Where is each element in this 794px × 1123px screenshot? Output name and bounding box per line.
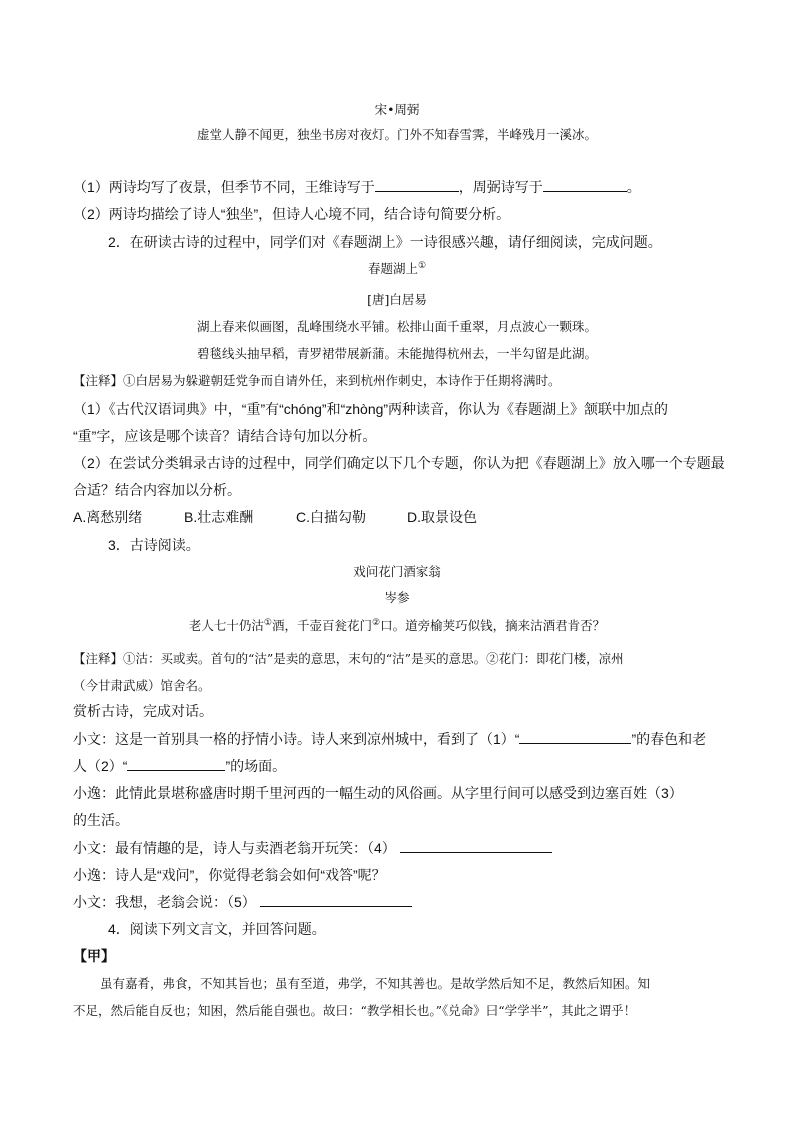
q3-dialogue-5: 小逸：诗人是“戏问”，你觉得老翁会如何“戏答”呢？ bbox=[73, 867, 386, 883]
q1-part1-text-a: （1）两诗均写了夜景，但季节不同，王维诗写于 bbox=[73, 179, 375, 195]
q3-intro: 3．古诗阅读。 bbox=[108, 537, 200, 553]
q1-part2: （2）两诗均描绘了诗人“独坐”，但诗人心境不同，结合诗句简要分析。 bbox=[73, 206, 511, 222]
q2-note: 【注释】①白居易为躲避朝廷党争而自请外任，来到杭州作刺史，本诗作于任期将满时。 bbox=[73, 373, 561, 388]
q2-option-a[interactable]: A.离愁别绪 bbox=[73, 509, 143, 525]
q3-poem-part-b: 酒，千壶百瓮花门 bbox=[271, 618, 372, 633]
q3-poem-part-c: 口。道旁榆荚巧似钱，摘来沽酒君肯否？ bbox=[380, 618, 606, 633]
q3-poem-text bbox=[0, 616, 794, 634]
q3-dialogue-4 bbox=[73, 838, 552, 858]
q3-d2-text-a: 人（2）“ bbox=[73, 758, 128, 774]
q3-dialogue-3-line2: 的生活。 bbox=[73, 812, 129, 828]
q3-poem-title: 戏问花门酒家翁 bbox=[353, 564, 441, 579]
answer-blank[interactable] bbox=[260, 894, 412, 907]
q4-passage-line2: 不足，然后能自反也；知困，然后能自强也。故曰：“教学相长也。”《兑命》曰“学学半”，其此之谓乎！ bbox=[73, 1003, 637, 1018]
q1-part1-text-c: 。 bbox=[626, 179, 641, 195]
q2-poem-author: [唐]白居易 bbox=[367, 292, 427, 307]
poem1-text: 虚堂人静不闻更，独坐书房对夜灯。门外不知春雪霁，半峰残月一溪冰。 bbox=[196, 127, 597, 142]
q3-d6-text: 小文：我想，老翁会说：（5） bbox=[73, 894, 256, 910]
q2-poem-line2: 碧毯线头抽早稻，青罗裙带展新蒲。未能抛得杭州去，一半勾留是此湖。 bbox=[196, 346, 597, 361]
q2-option-c[interactable]: C.白描勾勒 bbox=[296, 509, 366, 525]
q2-sub1-line1: （1）《古代汉语词典》中，“重”有“chóng”和“zhòng”两种读音，你认为《春题湖上》颔联中加点的 bbox=[73, 401, 669, 417]
q2-option-b[interactable]: B.壮志难酬 bbox=[184, 509, 254, 525]
q3-dialogue-3-line1: 小逸：此情此景堪称盛唐时期千里河西的一幅生动的风俗画。从字里行间可以感受到边塞百姓（3） bbox=[73, 785, 683, 801]
q2-sub2-line2: 合适？结合内容加以分析。 bbox=[73, 482, 241, 498]
answer-blank[interactable] bbox=[127, 758, 225, 771]
q3-d4-text: 小文：最有情趣的是，诗人与卖酒老翁开玩笑：（4） bbox=[73, 840, 396, 856]
q2-poem-title bbox=[0, 259, 794, 277]
q4-intro: 4．阅读下列文言文，并回答问题。 bbox=[108, 921, 326, 937]
q3-note-line1: 【注释】①沽：买或卖。首句的“沽”是卖的意思，末句的“沽”是买的意思。②花门：即花门楼，凉州 bbox=[73, 651, 624, 666]
answer-blank[interactable] bbox=[543, 179, 627, 192]
answer-blank[interactable] bbox=[375, 179, 459, 192]
q2-title-note: ① bbox=[417, 260, 427, 271]
q2-sub1-line2: “重”字，应该是哪个读音？请结合诗句加以分析。 bbox=[73, 428, 377, 444]
q2-intro: 2．在研读古诗的过程中，同学们对《春题湖上》一诗很感兴趣，请仔细阅读，完成问题。 bbox=[108, 234, 662, 250]
q3-dialogue-2 bbox=[73, 756, 286, 776]
answer-blank[interactable] bbox=[400, 840, 552, 853]
q3-dialogue-1 bbox=[73, 729, 706, 749]
q3-poem-part-a: 老人七十仍沽 bbox=[188, 618, 264, 633]
q2-option-d[interactable]: D.取景设色 bbox=[407, 509, 477, 525]
q3-poem-note1: ① bbox=[263, 617, 272, 628]
q2-poem-line1: 湖上春来似画图，乱峰围绕水平铺。松排山面千重翠，月点波心一颗珠。 bbox=[196, 319, 597, 334]
q3-d1-text-a: 小文：这是一首别具一格的抒情小诗。诗人来到凉州城中，看到了（1）“ bbox=[73, 731, 520, 747]
q4-passage-line1: 虽有嘉肴，弗食，不知其旨也；虽有至道，弗学，不知其善也。是故学然后知不足，教然后知困。知 bbox=[100, 976, 651, 991]
q3-poem-author: 岑参 bbox=[384, 590, 410, 605]
q3-dialogue-6 bbox=[73, 892, 412, 912]
q1-part1-text-b: ，周弼诗写于 bbox=[458, 179, 543, 195]
q2-sub2-line1: （2）在尝试分类辑录古诗的过程中，同学们确定以下几个专题，你认为把《春题湖上》放入哪一个专题最 bbox=[73, 455, 725, 471]
answer-blank[interactable] bbox=[519, 731, 631, 744]
poem1-author: 宋•周弼 bbox=[374, 102, 420, 117]
q3-d2-text-b: ”的场面。 bbox=[225, 758, 287, 774]
q3-task: 赏析古诗，完成对话。 bbox=[73, 703, 213, 719]
q1-part1 bbox=[73, 177, 641, 197]
q4-passage-label: 【甲】 bbox=[73, 948, 115, 964]
q3-d1-text-b: ”的春色和老 bbox=[631, 731, 707, 747]
q3-note-line2: （今甘肃武威）馆舍名。 bbox=[73, 678, 211, 693]
q2-title-text: 春题湖上 bbox=[367, 261, 418, 276]
q3-poem-note2: ② bbox=[372, 617, 381, 628]
